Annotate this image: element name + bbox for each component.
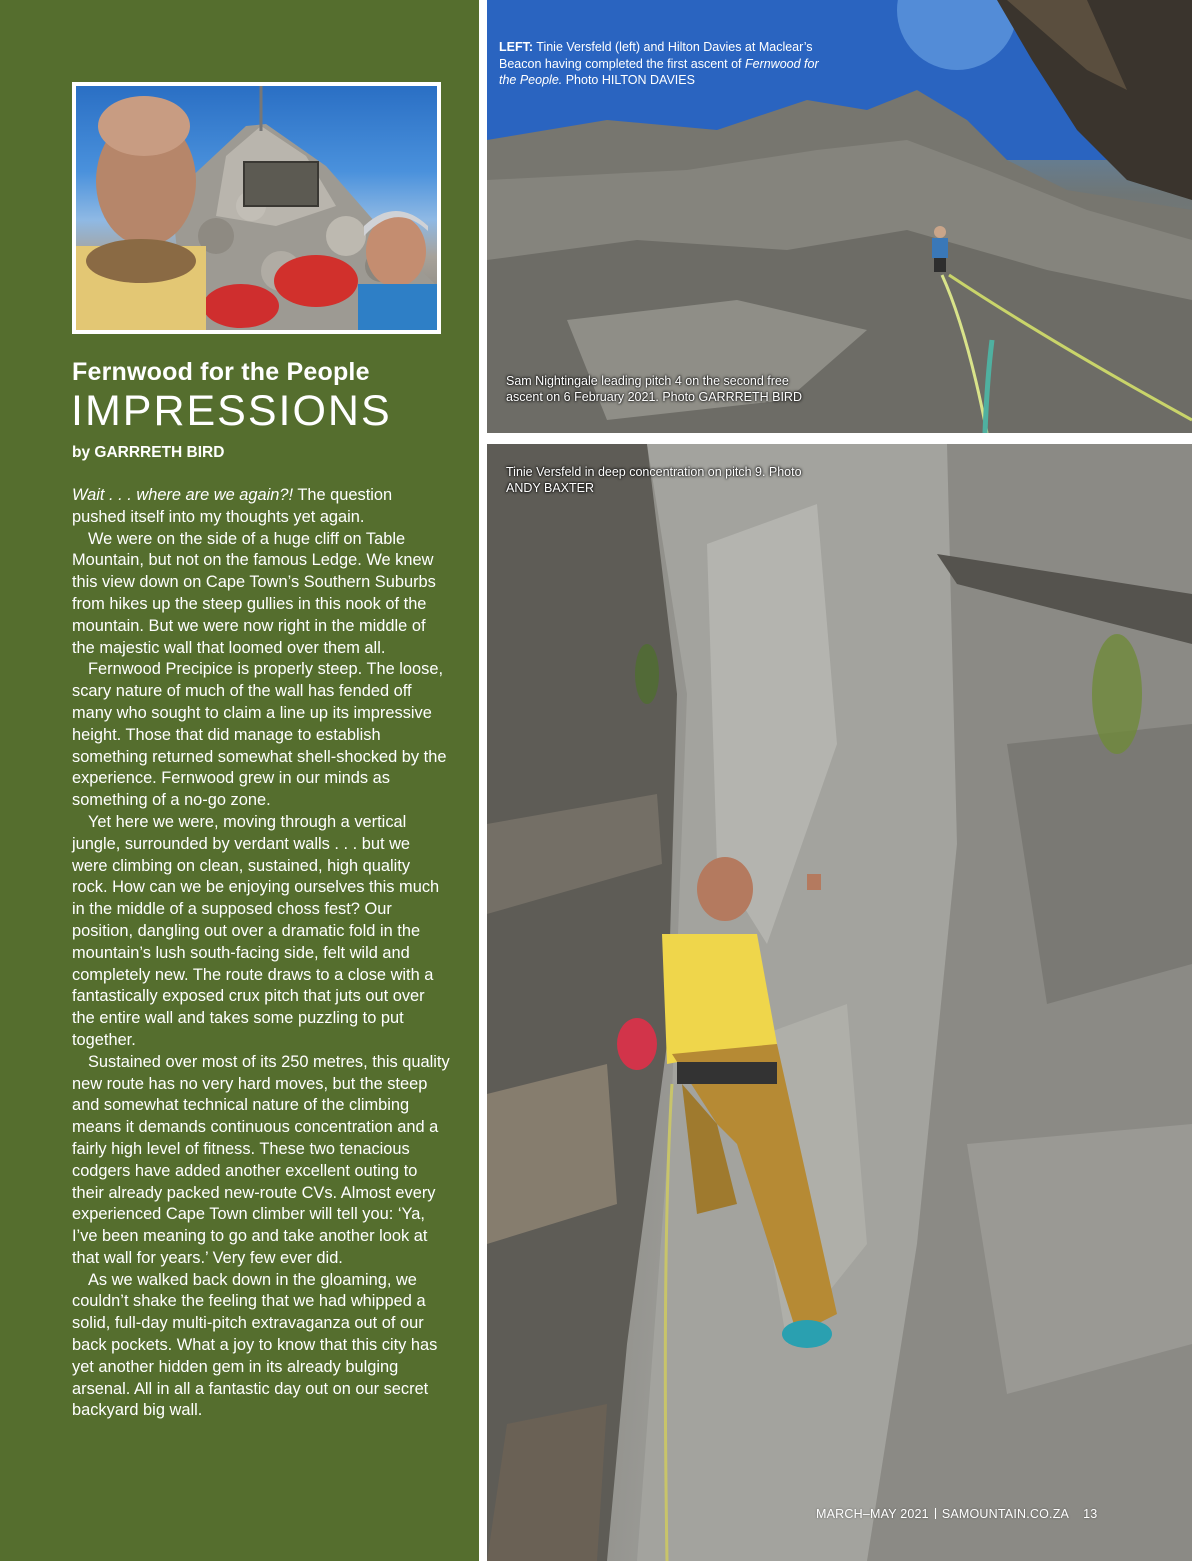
climber-concentration-photo: [487, 444, 1192, 1561]
intro-text: The question pushed itself into my thoughts yet again.: [72, 486, 393, 526]
footer-divider: [935, 1508, 936, 1519]
page-footer: [816, 1507, 1097, 1521]
left-text-column: [0, 0, 479, 1561]
article-paragraph: As we walked back down in the gloaming, we couldn’t shake the feeling that we had whipped a solid, full-day multi-pitch extravaganza out of our back pockets. What a joy to know that this city has yet another hidden gem in its already bulging arsenal. All in all a fantastic day out on our secret backyard big wall.: [72, 1270, 438, 1420]
article-title: Fernwood for the People: [72, 358, 370, 386]
article-paragraph: Fernwood Precipice is properly steep. The loose, scary nature of much of the wall has fended off many who sought to claim a line up its impressive height. Those that did manage to establish something returned somewhat shell-shocked by the experience. Fernwood grew in our minds as something of a no-go zone.: [72, 660, 447, 810]
photo-caption-leading: Sam Nightingale leading pitch 4 on the second free ascent on 6 February 2021. Photo GARRRETH BIRD: [506, 374, 802, 404]
caption-left-text: Tinie Versfeld (left) and Hilton Davies at Maclear’s Beacon having completed the first ascent of: [499, 40, 813, 71]
footer-site: SAMOUNTAIN.CO.ZA: [941, 1507, 1070, 1521]
climber-concentration-image: [487, 444, 1192, 1561]
page-number: 13: [1083, 1507, 1098, 1521]
article-paragraph: Yet here we were, moving through a vertical jungle, surrounded by verdant walls . . . but we were climbing on clean, sustained, high quality rock. How can we be enjoying ourselves this much in the middle of a supposed choss fest? Our position, dangling out over a dramatic fold in the mountain’s lush south-facing side, felt wild and completely new. The route draws to a close with a fantastically exposed crux pitch that juts out over the entire wall and takes some puzzling to put together.: [72, 812, 440, 1049]
caption-left-credit: Photo HILTON DAVIES: [562, 73, 695, 87]
caption-left-label: LEFT:: [499, 40, 534, 54]
caption-left-italic: Fernwood for the People.: [499, 56, 819, 87]
photo-caption-summit: [499, 39, 819, 89]
summit-selfie-image: [76, 86, 437, 330]
article-paragraph: Sustained over most of its 250 metres, this quality new route has no very hard moves, but the steep and somewhat technical nature of the climbing means it demands continuous concentration and a fairly high level of fitness. These two tenacious codgers have added another excellent outing to their already packed new-route CVs. Almost every experienced Cape Town climber will tell you: ‘Ya, I’ve been meaning to go and take another look at that wall for years.’ Very few ever did.: [72, 1052, 450, 1267]
article-paragraph: We were on the side of a huge cliff on Table Mountain, but not on the famous Ledge. We knew this view down on Cape Town’s Southern Suburbs from hikes up the steep gullies in this nook of the mountain. But we were now right in the middle of the majestic wall that loomed over them all.: [72, 529, 436, 657]
photo-caption-concentration: Tinie Versfeld in deep concentration on pitch 9. Photo ANDY BAXTER: [506, 465, 802, 495]
intro-italic: Wait . . . where are we again?!: [72, 486, 294, 504]
article-section-heading: IMPRESSIONS: [71, 387, 392, 435]
footer-issue: MARCH–MAY 2021: [816, 1507, 929, 1521]
byline: by GARRRETH BIRD: [72, 444, 225, 461]
article-body: [72, 485, 450, 1422]
article-paragraph: [72, 485, 450, 529]
summit-selfie-photo: [72, 82, 441, 334]
